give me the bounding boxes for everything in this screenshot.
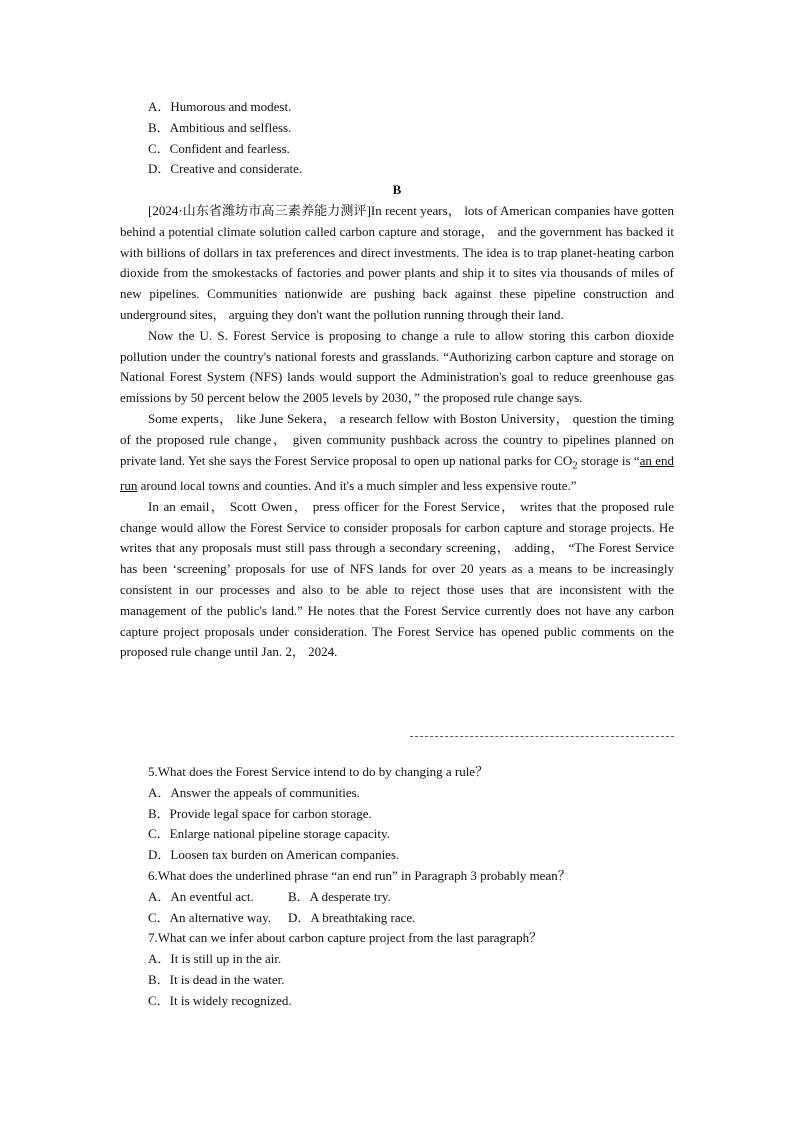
paragraph-4: In an email， Scott Owen， press officer for the Forest Service， writes that the proposed rule change would allow the Forest Service to consider proposals for carbon capture and storage projects. He writes that any proposals must still pass through a secondary screening， adding， “The Forest Service has been ‘screening’ proposals for use of NFS lands for over 20 years as a means to be increasingly consistent in our processes and also to be able to reject those uses that are inconsistent with the management of the public's land.” He notes that the Forest Service currently does not have any carbon capture project proposals under consideration. The Forest Service has opened public comments on the proposed rule change until Jan. 2， 2024. xyxy=(120,498,674,660)
q5-option-d: D．Loosen tax burden on American companies. xyxy=(148,847,400,863)
q5-option-a: A．Answer the appeals of communities. xyxy=(148,784,360,800)
subscript-2: 2 xyxy=(572,459,578,472)
paragraph-3-text-c: around local towns and counties. And it's a much simpler and less expensive route.” xyxy=(137,477,577,493)
previous-question-options xyxy=(148,97,688,180)
q6-options-row-2 xyxy=(148,908,688,929)
section-title: B xyxy=(392,182,402,197)
q7-option-c: C．It is widely recognized. xyxy=(148,992,292,1008)
paragraph-3-text-b: storage is “ xyxy=(577,452,640,468)
option-c: C．Confident and fearless. xyxy=(148,140,290,156)
option-b: B．Ambitious and selfless. xyxy=(148,119,292,135)
question-7: 7.What can we infer about carbon capture project from the last paragraph？ xyxy=(148,930,543,946)
q6-options-row-1 xyxy=(148,887,688,908)
dashed-divider xyxy=(410,736,674,737)
paragraph-1: [2024·山东省潍坊市高三素养能力测评]In recent years， lots of American companies have gotten behind a potential climate solution called carbon capture and storage， and the government has backed it with billions of dollars in tax preferences and direct investments. The idea is to trap planet-heating carbon dioxide from the smokestacks of factories and power plants and ship it to sites via thousands of miles of new pipelines. Communities nationwide are pushing back against these pipeline construction and underground sites， arguing they don't want the pollution running through their land. xyxy=(120,203,674,322)
paragraph-3 xyxy=(120,409,674,497)
q6-option-a: A．An eventful act. xyxy=(148,888,254,904)
q6-option-b: B．A desperate try. xyxy=(288,888,391,904)
option-a: A．Humorous and modest. xyxy=(148,99,292,114)
q7-option-b: B．It is dead in the water. xyxy=(148,971,285,987)
q5-option-c: C．Enlarge national pipeline storage capacity. xyxy=(148,826,390,842)
paragraph-3-text-a: Some experts， like June Sekera， a research fellow with Boston University， question the timing of the proposed rule change， given community pushback across the country to pipelines planned on private land. Yet she says the Forest Service proposal to open up national parks for CO xyxy=(120,410,674,468)
paragraph-2: Now the U. S. Forest Service is proposing to change a rule to allow storing this carbon dioxide pollution under the country's national forests and grasslands. “Authorizing carbon capture and storage on National Forest System (NFS) lands would support the Administration's goal to reduce greenhouse gas emissions by 50 percent below the 2005 levels by 2030，” the proposed rule change says. xyxy=(120,327,674,406)
question-6: 6.What does the underlined phrase “an end run” in Paragraph 3 probably mean？ xyxy=(148,867,571,883)
q7-option-a: A．It is still up in the air. xyxy=(148,951,282,967)
underlined-phrase: an end run xyxy=(120,452,674,493)
q6-option-c: C．An alternative way. xyxy=(148,909,271,925)
q6-option-d: D．A breathtaking race. xyxy=(288,909,416,925)
option-d: D．Creative and considerate. xyxy=(148,161,303,177)
question-5: 5.What does the Forest Service intend to do by changing a rule？ xyxy=(148,764,489,779)
reading-passage xyxy=(120,201,674,663)
question-list xyxy=(148,762,688,1012)
q5-option-b: B．Provide legal space for carbon storage. xyxy=(148,805,372,821)
